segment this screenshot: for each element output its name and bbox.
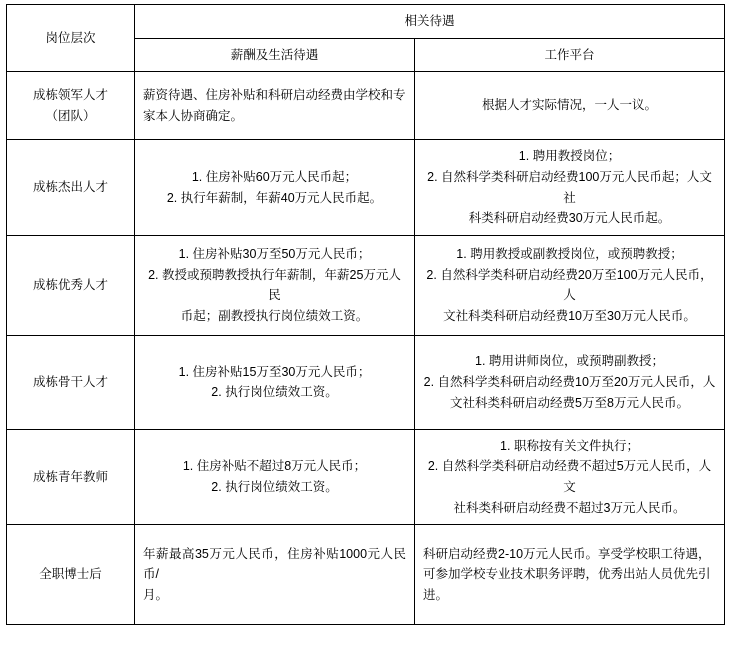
- row-platform-cell: [415, 335, 725, 429]
- pay-line: 薪资待遇、住房补贴和科研启动经费由学校和专: [143, 88, 406, 103]
- platform-line: 1. 聘用教授或副教授岗位，或预聘教授；: [456, 247, 683, 261]
- row-pay-cell: [135, 335, 415, 429]
- table-header-row-group: [7, 5, 725, 39]
- row-level-cell: [7, 72, 135, 140]
- row-level-cell: [7, 335, 135, 429]
- header-cell-level: 岗位层次: [7, 5, 135, 72]
- platform-line: 文社科类科研启动经费10万至30万元人民币。: [443, 308, 696, 323]
- platform-line: 社科类科研启动经费不超过3万元人民币。: [453, 500, 686, 515]
- table-row: [7, 140, 725, 236]
- platform-line: 2. 自然科学类科研启动经费10万至20万元人民币，人: [423, 374, 716, 389]
- table-row: [7, 335, 725, 429]
- row-platform-cell: [415, 429, 725, 525]
- level-line: 成栋杰出人才: [32, 180, 108, 195]
- row-level-cell: [7, 429, 135, 525]
- platform-line: 文社科类科研启动经费5万至8万元人民币。: [450, 395, 689, 410]
- level-line: 成栋骨干人才: [32, 374, 108, 389]
- pay-line: 月。: [143, 588, 169, 603]
- row-pay-cell: [135, 429, 415, 525]
- pay-line: 2. 执行年薪制，年薪40万元人民币起。: [166, 190, 383, 205]
- row-platform-cell: [415, 72, 725, 140]
- platform-line: 1. 聘用讲师岗位，或预聘副教授；: [475, 354, 664, 369]
- row-pay-cell: [135, 140, 415, 236]
- row-level-cell: [7, 235, 135, 335]
- table-row: [7, 429, 725, 525]
- row-level-cell: [7, 140, 135, 236]
- pay-line: 1. 住房补贴60万元人民币起；: [191, 169, 358, 184]
- platform-line: 可参加学校专业技术职务评聘，优秀出站人员优先引: [423, 567, 711, 582]
- platform-line: 2. 自然科学类科研启动经费20万至100万元人民币，人: [426, 267, 713, 303]
- pay-line: 家本人协商确定。: [143, 108, 244, 123]
- row-pay-cell: [135, 525, 415, 625]
- row-platform-cell: [415, 140, 725, 236]
- platform-line: 根据人才实际情况，一人一议。: [482, 98, 658, 113]
- platform-line: 2. 自然科学类科研启动经费不超过5万元人民币，人文: [427, 459, 712, 494]
- platform-line: 1. 聘用教授岗位；: [518, 149, 621, 164]
- pay-line: 2. 执行岗位绩效工资。: [211, 385, 338, 400]
- platform-line: 进。: [423, 588, 449, 603]
- pay-line: 2. 执行岗位绩效工资。: [211, 480, 338, 494]
- level-line: （团队）: [45, 108, 96, 123]
- level-line: 全职博士后: [39, 567, 102, 582]
- pay-line: 1. 住房补贴15万至30万元人民币；: [178, 364, 371, 379]
- platform-line: 1. 职称按有关文件执行；: [500, 438, 639, 453]
- header-cell-group: 相关待遇: [135, 5, 725, 39]
- header-cell-platform: 工作平台: [415, 38, 725, 72]
- row-pay-cell: [135, 72, 415, 140]
- benefits-table: [6, 4, 725, 625]
- pay-line: 币起；副教授执行岗位绩效工资。: [180, 308, 369, 323]
- pay-line: 1. 住房补贴30万至50万元人民币；: [178, 247, 371, 261]
- row-pay-cell: [135, 235, 415, 335]
- table-row: [7, 525, 725, 625]
- platform-line: 科类科研启动经费30万元人民币起。: [468, 211, 671, 226]
- row-level-cell: [7, 525, 135, 625]
- pay-line: 年薪最高35万元人民币，住房补贴1000元人民币/: [143, 546, 406, 582]
- level-line: 成栋领军人才: [32, 88, 108, 103]
- row-platform-cell: [415, 235, 725, 335]
- table-body: [7, 72, 725, 625]
- table-row: [7, 235, 725, 335]
- level-line: 成栋青年教师: [32, 469, 108, 484]
- pay-line: 1. 住房补贴不超过8万元人民币；: [182, 459, 367, 474]
- platform-line: 科研启动经费2-10万元人民币。享受学校职工待遇，: [423, 546, 711, 561]
- level-line: 成栋优秀人才: [32, 277, 108, 292]
- pay-line: 2. 教授或预聘教授执行年薪制，年薪25万元人民: [148, 267, 401, 303]
- table-row: [7, 72, 725, 140]
- platform-line: 2. 自然科学类科研启动经费100万元人民币起；人文社: [427, 169, 712, 205]
- header-cell-pay: 薪酬及生活待遇: [135, 38, 415, 72]
- row-platform-cell: [415, 525, 725, 625]
